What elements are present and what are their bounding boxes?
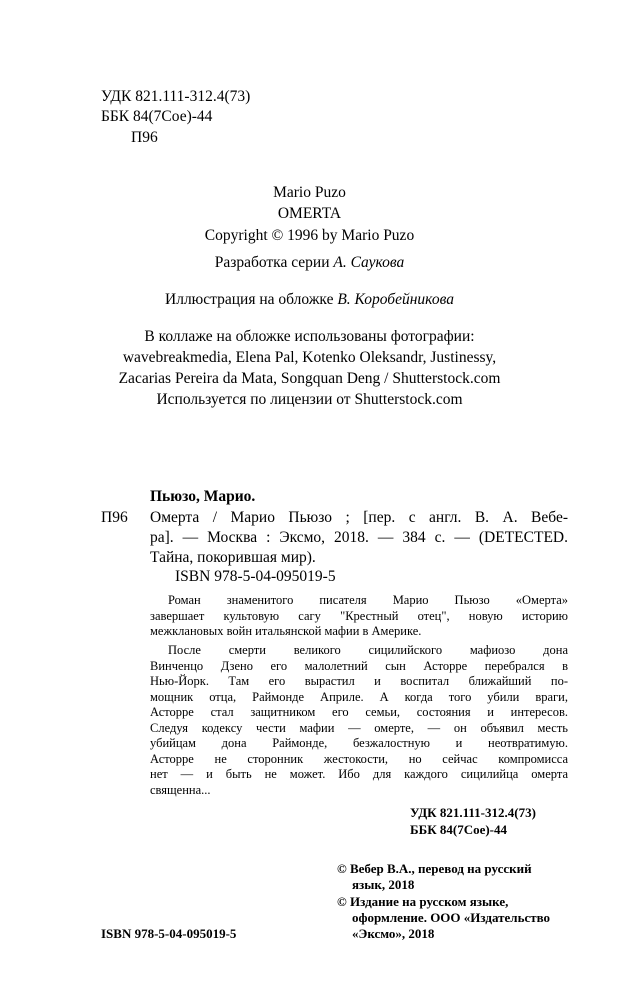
header-bbk: ББК 84(7Сое)-44 — [101, 108, 213, 125]
catalog-bbk: ББК 84(7Сое)-44 — [410, 822, 508, 837]
header-udk: УДК 821.111-312.4(73) — [101, 88, 251, 105]
series-design-name: А. Саукова — [333, 254, 405, 271]
bibliographic-description — [150, 508, 568, 568]
copyright-translation-line: язык, 2018 — [352, 877, 415, 892]
photo-credit-line: Zacarias Pereira da Mata, Songquan Deng / Shutterstock.com — [118, 370, 501, 387]
series-design-label: Разработка серии — [214, 254, 330, 271]
bib-line: ра]. — Москва : Эксмо, 2018. — 384 с. — (DETECTED. — [150, 529, 568, 546]
annotation-line: завершает культовую сагу "Крестный отец", новую историю — [150, 608, 568, 623]
catalog-code: П96 — [101, 509, 128, 526]
original-title: OMERTA — [277, 205, 342, 222]
copyright-line: Copyright © 1996 by Mario Puzo — [204, 227, 415, 244]
catalog-author-heading: Пьюзо, Марио. — [150, 488, 256, 505]
series-design-credit — [0, 253, 619, 273]
annotation-line: После смерти великого сицилийского мафиозо дона — [168, 643, 568, 657]
annotation-line: Винченцо Дзено его малолетний сын Асторре перебрался в — [150, 658, 568, 673]
copyright-edition-line: © Издание на русском языке, — [337, 894, 509, 909]
photo-credit-line: Используется по лицензии от Shutterstock.com — [156, 391, 463, 408]
annotation-line: Асторре не сторонник жестокости, но сейчас компромисса — [150, 751, 568, 766]
bib-line: Тайна, покорившая мир). — [150, 549, 316, 566]
illustration-credit — [0, 290, 619, 310]
annotation-paragraph-2 — [150, 643, 568, 798]
annotation-line: Следуя кодексу чести мафии — омерте, — он объявил месть — [150, 720, 568, 735]
annotation-line: нет — и быть не может. Ибо для каждого сицилийца омерта — [150, 767, 568, 781]
annotation-line: Нью-Йорк. Там его вырастил и воспитал ближайший по- — [150, 674, 568, 688]
footer-isbn: ISBN 978-5-04-095019-5 — [101, 926, 237, 941]
header-code: П96 — [131, 129, 158, 146]
annotation-paragraph-1 — [150, 593, 568, 640]
catalog-udk: УДК 821.111-312.4(73) — [410, 805, 536, 820]
original-author: Mario Puzo — [273, 184, 346, 201]
copyright-edition-line: оформление. ООО «Издательство — [352, 910, 551, 925]
illustration-label: Иллюстрация на обложке — [165, 291, 334, 308]
copyright-translation-line: © Вебер В.А., перевод на русский — [337, 861, 532, 876]
bib-line: Омерта / Марио Пьюзо ; [пер. с англ. В. А. Вебе- — [150, 509, 568, 526]
copyright-edition — [337, 894, 550, 942]
illustration-name: В. Коробейникова — [337, 291, 454, 308]
photo-credit-line: В коллаже на обложке использованы фотографии: — [144, 328, 475, 345]
annotation-line: Роман знаменитого писателя Марио Пьюзо «Омерта» — [168, 593, 568, 607]
annotation-line: Асторре стал защитником его семьи, состояния и интересов. — [150, 705, 568, 719]
annotation-line: священна... — [150, 782, 211, 797]
annotation-line: мощник отца, Раймонде Априле. А когда того убили враги, — [150, 689, 568, 704]
catalog-isbn: ISBN 978-5-04-095019-5 — [175, 568, 336, 585]
copyright-translation — [337, 861, 532, 893]
annotation-line: убийцам дона Раймонде, безжалостную и неотвратимую. — [150, 736, 568, 750]
copyright-edition-line: «Эксмо», 2018 — [352, 926, 435, 941]
photo-credit-line: wavebreakmedia, Elena Pal, Kotenko Oleksandr, Justinessy, — [122, 349, 497, 366]
annotation-line: межклановых войн итальянской мафии в Америке. — [150, 624, 422, 638]
